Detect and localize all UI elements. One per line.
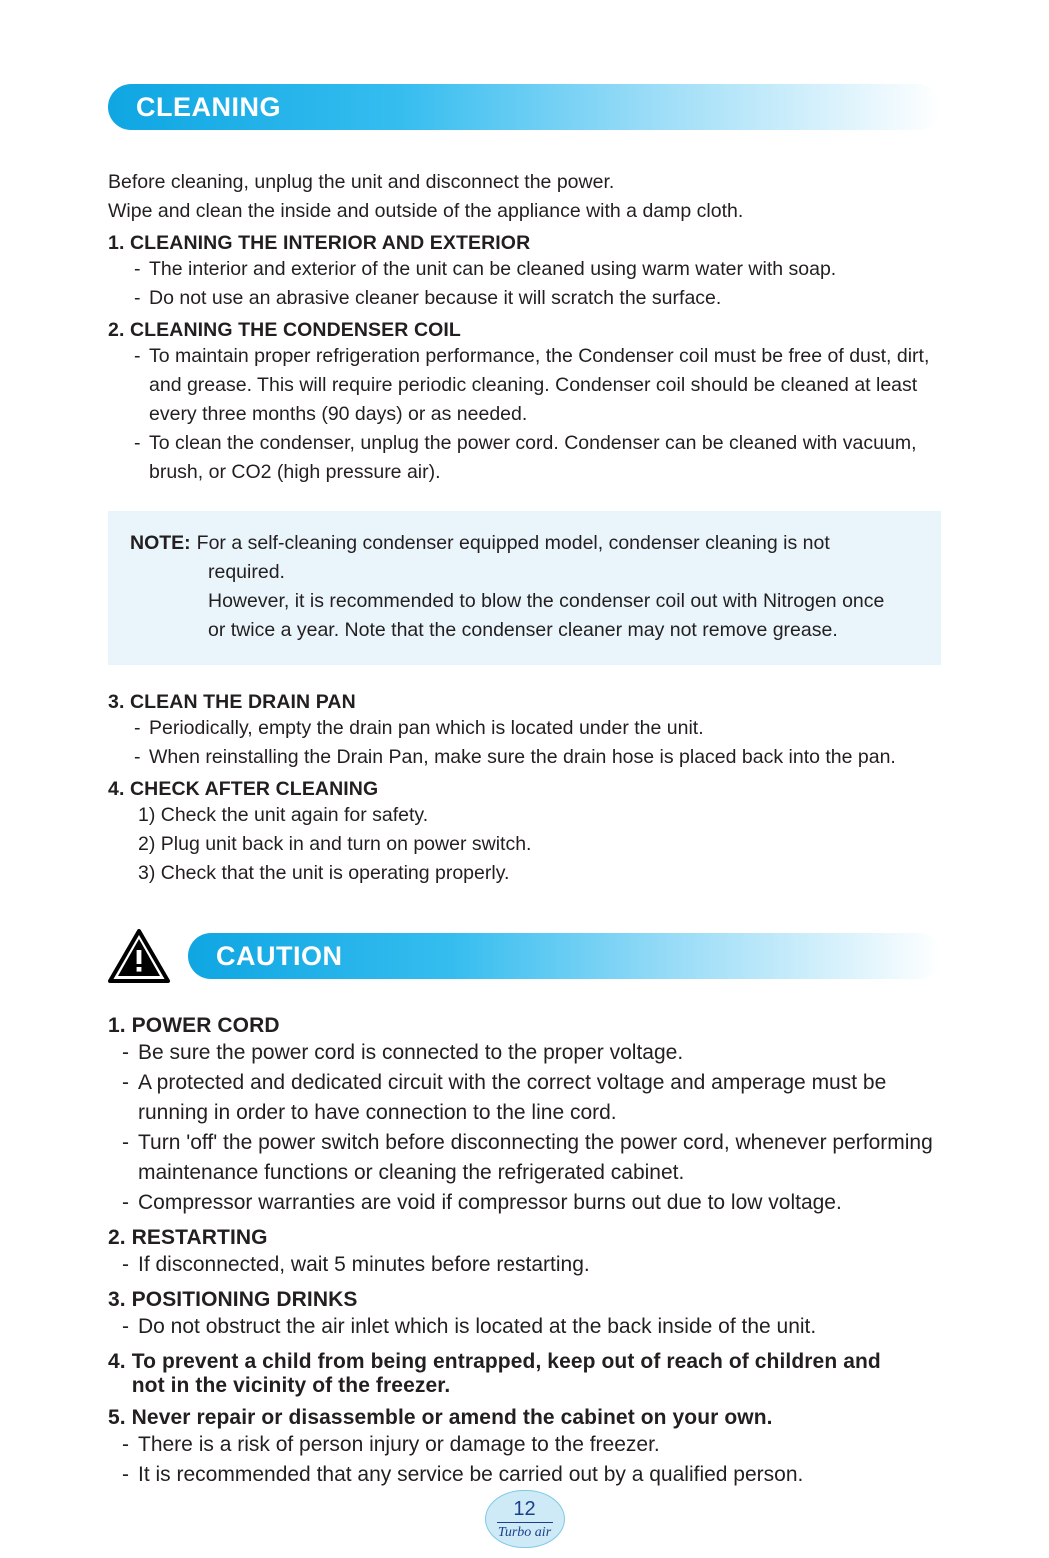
- list-item: - Be sure the power cord is connected to the proper voltage.: [122, 1038, 941, 1068]
- heading-child-entrapment-number: 4.: [108, 1350, 126, 1373]
- heading-power-cord: 1. POWER CORD: [108, 1014, 280, 1037]
- heading-cleaning-interior-exterior: 1. CLEANING THE INTERIOR AND EXTERIOR: [108, 232, 531, 254]
- caution-body: [108, 1014, 941, 1490]
- note-line-4: or twice a year. Note that the condenser cleaner may not remove grease.: [208, 619, 838, 641]
- note-line-3: However, it is recommended to blow the condenser coil out with Nitrogen once: [208, 590, 885, 612]
- list-positioning-drinks: [108, 1312, 941, 1342]
- cleaning-intro-line-1: Before cleaning, unplug the unit and disconnect the power.: [108, 171, 615, 193]
- note-line-1: For a self-cleaning condenser equipped model, condenser cleaning is not: [196, 532, 830, 554]
- footer-divider: [497, 1522, 553, 1523]
- list-item: 3) Check that the unit is operating properly.: [138, 862, 510, 884]
- section-title-caution: CAUTION: [216, 940, 343, 971]
- note-label: NOTE:: [130, 532, 191, 554]
- list-item: - Compressor warranties are void if compressor burns out due to low voltage.: [122, 1188, 941, 1218]
- list-cleaning-interior-exterior: [108, 255, 941, 313]
- list-item: - Periodically, empty the drain pan which is located under the unit.: [134, 714, 941, 743]
- note-line-2-row: [130, 558, 919, 587]
- list-item: - If disconnected, wait 5 minutes before restarting.: [122, 1250, 941, 1280]
- page-number: 12: [513, 1497, 536, 1520]
- list-power-cord: [108, 1038, 941, 1218]
- list-never-repair: [108, 1430, 941, 1490]
- heading-cleaning-condenser-coil: 2. CLEANING THE CONDENSER COIL: [108, 319, 461, 341]
- heading-clean-drain-pan: 3. CLEAN THE DRAIN PAN: [108, 691, 356, 713]
- section-header-caution: [108, 928, 941, 984]
- heading-never-repair: 5. Never repair or disassemble or amend the cabinet on your own.: [108, 1406, 773, 1429]
- list-item: - To maintain proper refrigeration performance, the Condenser coil must be free of dust, dirt, and grease. This will require periodic cleaning. Condenser coil should be cleaned at least every three months (90 days) or as needed.: [134, 342, 941, 429]
- list-item: - Turn 'off' the power switch before disconnecting the power cord, whenever performing maintenance functions or cleaning the refrigerated cabinet.: [122, 1128, 941, 1188]
- list-item: - The interior and exterior of the unit can be cleaned using warm water with soap.: [134, 255, 941, 284]
- brand-logo: Turbo air: [497, 1524, 552, 1540]
- heading-positioning-drinks: 3. POSITIONING DRINKS: [108, 1288, 358, 1311]
- list-item: - A protected and dedicated circuit with the correct voltage and amperage must be running in order to have connection to the line cord.: [122, 1068, 941, 1128]
- section-header-cleaning: [108, 84, 941, 130]
- list-restarting: [108, 1250, 941, 1280]
- footer-badge: [485, 1490, 565, 1548]
- page-footer: [0, 1490, 1049, 1548]
- list-check-after-cleaning: [108, 801, 941, 888]
- list-clean-drain-pan: [108, 714, 941, 772]
- heading-child-entrapment: [108, 1350, 941, 1398]
- heading-restarting: 2. RESTARTING: [108, 1226, 268, 1249]
- caution-banner: [188, 933, 941, 979]
- manual-page: [0, 84, 1049, 1558]
- heading-child-entrapment-line-2: not in the vicinity of the freezer.: [131, 1374, 451, 1397]
- heading-child-entrapment-line-1: To prevent a child from being entrapped, keep out of reach of children and: [131, 1350, 881, 1373]
- heading-check-after-cleaning: 4. CHECK AFTER CLEANING: [108, 778, 379, 800]
- warning-triangle-icon: [108, 929, 170, 983]
- note-line-4-row: [130, 616, 919, 645]
- list-item: - Do not use an abrasive cleaner because it will scratch the surface.: [134, 284, 941, 313]
- list-item: - It is recommended that any service be carried out by a qualified person.: [122, 1460, 941, 1490]
- list-cleaning-condenser-coil: [108, 342, 941, 487]
- section-title-cleaning: CLEANING: [136, 91, 281, 122]
- list-item: - To clean the condenser, unplug the power cord. Condenser can be cleaned with vacuum, brush, or CO2 (high pressure air).: [134, 429, 941, 487]
- list-item: 1) Check the unit again for safety.: [138, 804, 429, 826]
- list-item: - There is a risk of person injury or damage to the freezer.: [122, 1430, 941, 1460]
- list-item: - Do not obstruct the air inlet which is located at the back inside of the unit.: [122, 1312, 941, 1342]
- list-item: - When reinstalling the Drain Pan, make sure the drain hose is placed back into the pan.: [134, 743, 941, 772]
- note-first-row: [130, 529, 919, 558]
- cleaning-intro: [108, 168, 941, 226]
- note-box: [108, 511, 941, 665]
- heading-child-entrapment-text: [132, 1350, 881, 1398]
- list-item: 2) Plug unit back in and turn on power switch.: [138, 833, 532, 855]
- cleaning-intro-line-2: Wipe and clean the inside and outside of the appliance with a damp cloth.: [108, 200, 744, 222]
- note-line-2: required.: [208, 561, 285, 583]
- note-line-3-row: [130, 587, 919, 616]
